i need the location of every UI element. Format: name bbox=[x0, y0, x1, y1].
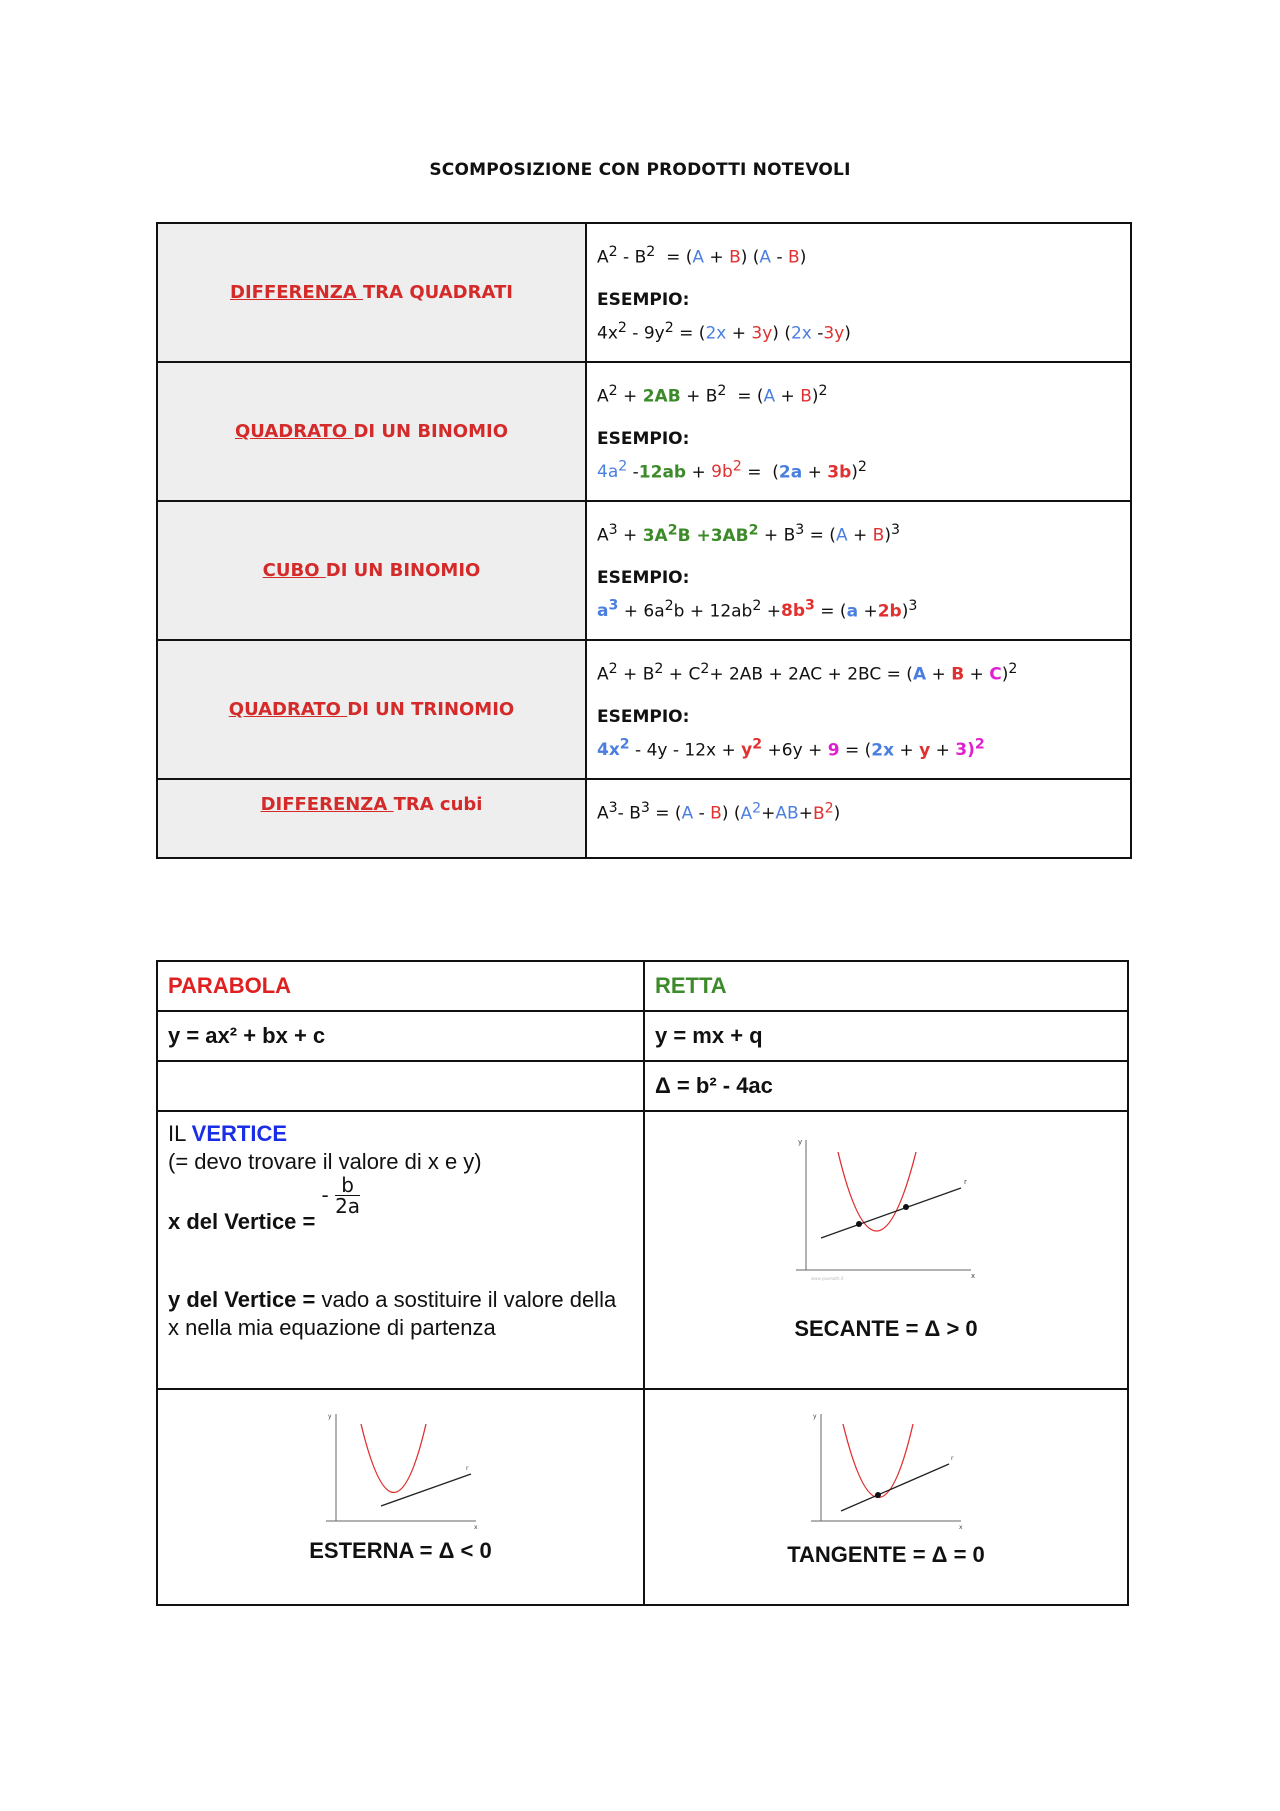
delta-equation: Δ = b² - 4ac bbox=[644, 1061, 1128, 1111]
esterna-graph bbox=[316, 1406, 486, 1536]
watermark: www.youmath.it bbox=[811, 1276, 844, 1281]
parabola-curve bbox=[361, 1424, 426, 1493]
secante-caption: SECANTE = Δ > 0 bbox=[794, 1316, 978, 1341]
example: $4a^2$ $-12ab + 9b^2 = (2a + 3b)^2$ bbox=[597, 458, 867, 483]
tangente-graph bbox=[801, 1406, 971, 1536]
label-quadrato-trinomio: QUADRATO DI UN TRINOMIO bbox=[157, 640, 586, 779]
intersection-point bbox=[903, 1204, 909, 1210]
example-label: ESEMPIO: bbox=[597, 706, 690, 727]
vertex-word: VERTICE bbox=[191, 1121, 288, 1146]
secante-cell bbox=[644, 1111, 1128, 1389]
retta-equation: y = mx + q bbox=[644, 1011, 1128, 1061]
example: $a^3 + 6a^2b + 12ab^2 +8b^3 = (a +2b)^3$ bbox=[597, 597, 918, 622]
example-label: ESEMPIO: bbox=[597, 567, 690, 588]
retta-header: RETTA bbox=[644, 961, 1128, 1011]
y-vertex-desc: vado a sostituire il valore della x nella mia equazione di partenza bbox=[168, 1287, 617, 1340]
table-row bbox=[157, 362, 1131, 501]
axis-r-label: r bbox=[465, 1465, 468, 1472]
formula: $A^2 + B^2 + C^2+ 2AB + 2AC + 2BC = (A + B + C)^2$ bbox=[597, 661, 1018, 685]
esterna-caption: ESTERNA = Δ < 0 bbox=[309, 1538, 492, 1563]
external-line bbox=[381, 1474, 471, 1506]
axis-x-label: x bbox=[959, 1524, 963, 1531]
parabola-equation: y = ax² + bx + c bbox=[157, 1011, 644, 1061]
table-row bbox=[157, 501, 1131, 640]
x-vertex-label: x del Vertice = bbox=[168, 1209, 322, 1234]
table-row bbox=[157, 1061, 1128, 1111]
esterna-cell bbox=[157, 1389, 644, 1605]
secant-line bbox=[821, 1188, 961, 1238]
formula-quadrato-trinomio bbox=[586, 640, 1131, 779]
secante-graph bbox=[786, 1130, 986, 1290]
tangente-cell bbox=[644, 1389, 1128, 1605]
intersection-point bbox=[856, 1221, 862, 1227]
formula-differenza-cubi bbox=[586, 779, 1131, 858]
parabola-curve bbox=[838, 1152, 916, 1231]
axis-x-label: x bbox=[971, 1272, 976, 1280]
fraction-denominator: 2a bbox=[335, 1193, 361, 1218]
fraction-numerator: b bbox=[335, 1175, 360, 1196]
label-cubo-binomio: CUBO DI UN BINOMIO bbox=[157, 501, 586, 640]
parabola-curve bbox=[843, 1424, 913, 1498]
page-title: SCOMPOSIZIONE CON PRODOTTI NOTEVOLI bbox=[429, 160, 851, 180]
vertex-fraction bbox=[321, 1172, 361, 1218]
table-row bbox=[157, 640, 1131, 779]
example: $4x^2 - 9y^2 = (2x + 3y)$ (2x -3y) bbox=[597, 319, 851, 344]
table-row bbox=[157, 223, 1131, 362]
y-vertex-text bbox=[168, 1286, 633, 1342]
example-label: ESEMPIO: bbox=[597, 428, 690, 449]
vertex-cell bbox=[157, 1111, 644, 1389]
axis-r-label: r bbox=[964, 1178, 967, 1186]
tangent-point bbox=[875, 1492, 881, 1498]
table-row bbox=[157, 1011, 1128, 1061]
example: $4x^2 - 4y - 12x + y^2 +6y + 9 = (2x + y + 3)^2$ bbox=[597, 736, 985, 761]
formula: $A^3 + 3A^2B +3AB^2 + B^3 = (A + B)^3$ bbox=[597, 522, 900, 546]
vertex-note: (= devo trovare il valore di x e y) bbox=[168, 1149, 482, 1174]
products-table bbox=[156, 222, 1132, 859]
formula: $A^2 - B^2 = (A + B)$ (A - B) bbox=[597, 244, 807, 268]
x-vertex-row bbox=[168, 1172, 633, 1236]
example-label: ESEMPIO: bbox=[597, 289, 690, 310]
formula-cubo-binomio bbox=[586, 501, 1131, 640]
table-row bbox=[157, 961, 1128, 1011]
label-differenza-quadrati: DIFFERENZA TRA QUADRATI bbox=[157, 223, 586, 362]
label-differenza-cubi: DIFFERENZA TRA cubi bbox=[157, 779, 586, 858]
axis-y-label: y bbox=[798, 1138, 803, 1146]
table-row bbox=[157, 779, 1131, 858]
formula-quadrato-binomio bbox=[586, 362, 1131, 501]
parabola-header: PARABOLA bbox=[157, 961, 644, 1011]
tangente-caption: TANGENTE = Δ = 0 bbox=[787, 1542, 985, 1567]
table-row bbox=[157, 1389, 1128, 1605]
table-row bbox=[157, 1111, 1128, 1389]
empty-cell bbox=[157, 1061, 644, 1111]
label-quadrato-binomio: QUADRATO DI UN BINOMIO bbox=[157, 362, 586, 501]
geometry-table bbox=[156, 960, 1129, 1606]
formula: $A^3-$ $B^3 = (A - B)$ $(A^2+AB+B^2)$ bbox=[597, 800, 841, 824]
formula: $A^2 + 2AB + B^2 = (A + B)^2$ bbox=[597, 383, 828, 407]
y-vertex-label: y del Vertice = bbox=[168, 1287, 322, 1312]
fraction-sign: - bbox=[321, 1183, 329, 1208]
axis-y-label: y bbox=[813, 1413, 817, 1420]
formula-differenza-quadrati bbox=[586, 223, 1131, 362]
vertex-il: IL bbox=[168, 1121, 192, 1146]
axis-x-label: x bbox=[473, 1524, 478, 1531]
axis-y-label: y bbox=[327, 1413, 332, 1420]
axis-r-label: r bbox=[951, 1455, 954, 1462]
